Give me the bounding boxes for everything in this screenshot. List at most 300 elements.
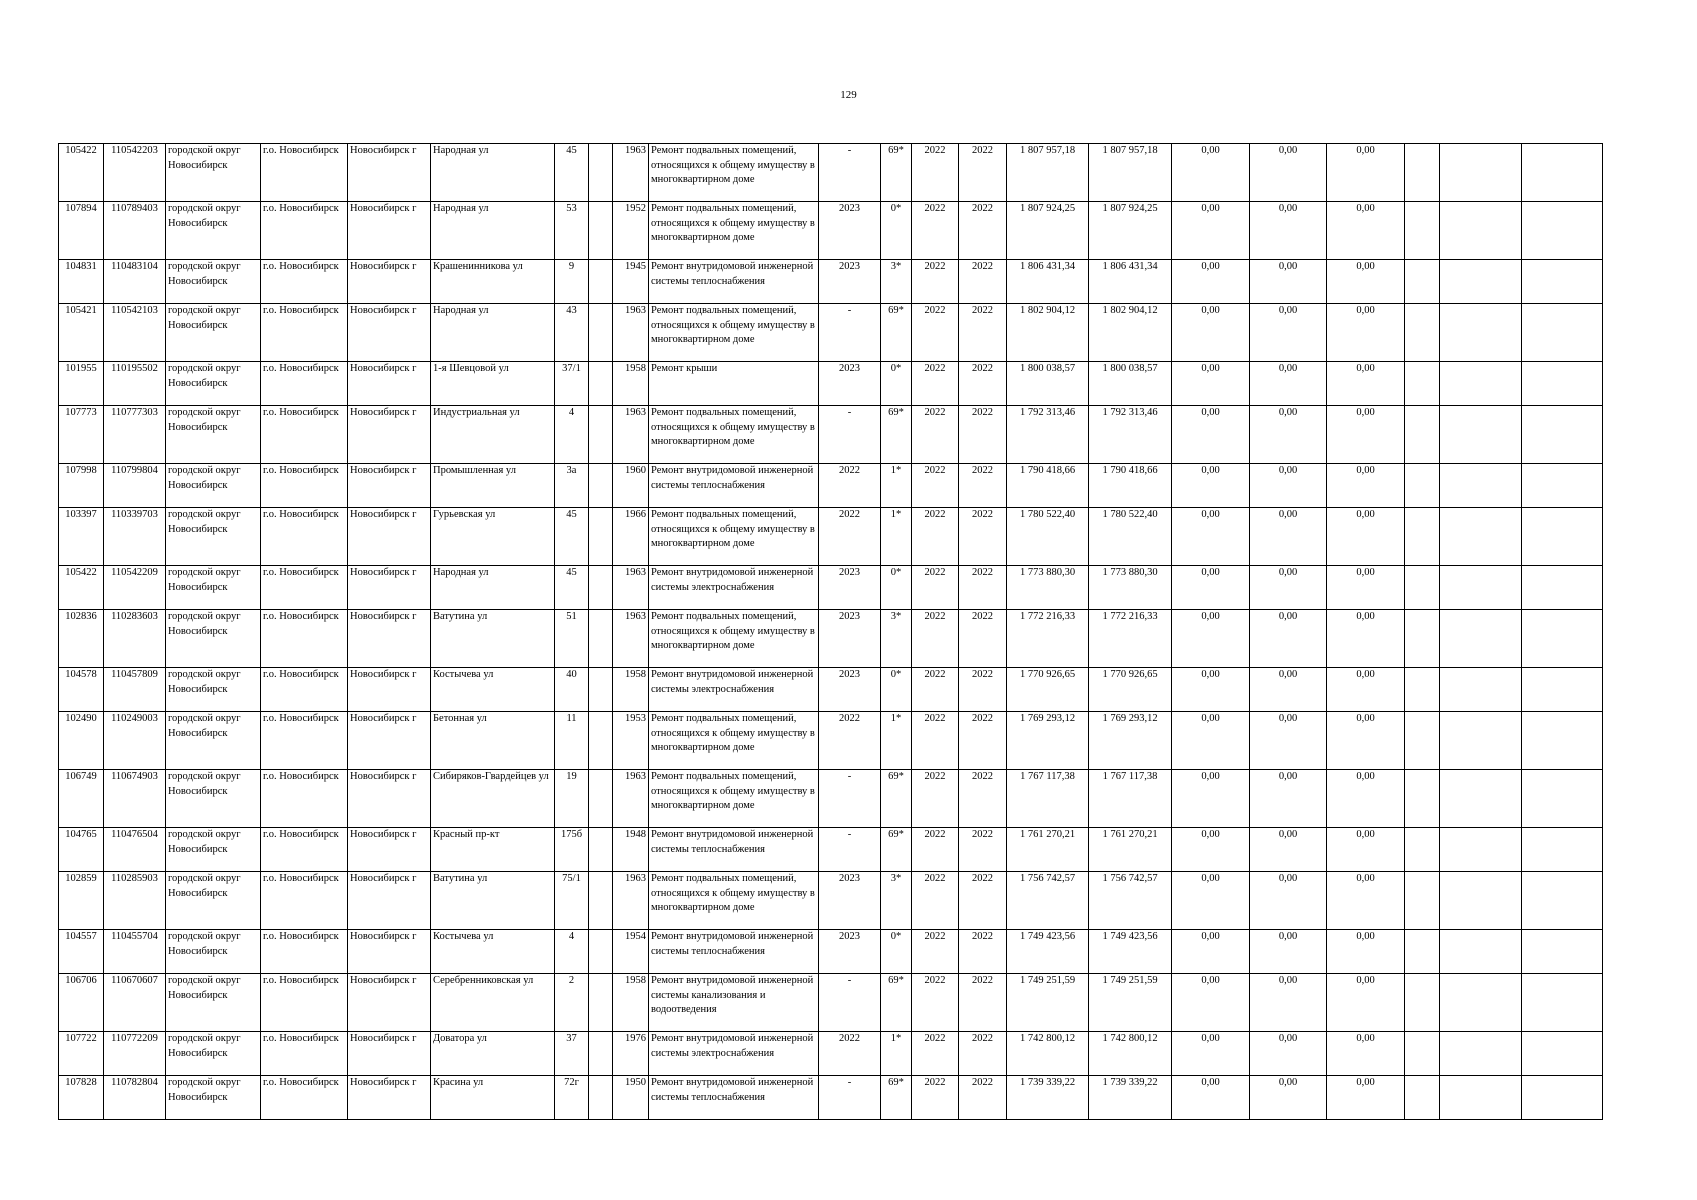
work-type-cell: Ремонт подвальных помещений, относящихся к общему имуществу в многоквартирном доме [649, 202, 819, 260]
fund-cost-cell: 1 802 904,12 [1089, 304, 1172, 362]
program-code-cell: 110339703 [104, 508, 166, 566]
program-code-cell: 110457809 [104, 668, 166, 712]
municipality-cell: городской округ Новосибирск [166, 464, 261, 508]
year-built-cell: 1963 [613, 144, 649, 202]
city-cell: Новосибирск г [348, 260, 431, 304]
extra-2-cell [1440, 1076, 1522, 1120]
extra-2-cell [1440, 610, 1522, 668]
street-cell: Костычева ул [431, 930, 555, 974]
extra-2-cell [1440, 260, 1522, 304]
street-cell: Народная ул [431, 566, 555, 610]
street-cell: Ватутина ул [431, 872, 555, 930]
extra-3-cell [1522, 362, 1603, 406]
program-code-cell: 110249003 [104, 712, 166, 770]
street-cell: Индустриальная ул [431, 406, 555, 464]
fund-cost-cell: 1 739 339,22 [1089, 1076, 1172, 1120]
extra-3-cell [1522, 566, 1603, 610]
city-cell: Новосибирск г [348, 974, 431, 1032]
fund-cost-cell: 1 756 742,57 [1089, 872, 1172, 930]
fund-cost-cell: 1 773 880,30 [1089, 566, 1172, 610]
cost-c-cell: 0,00 [1327, 362, 1405, 406]
cost-c-cell: 0,00 [1327, 1076, 1405, 1120]
table-row [59, 566, 1603, 610]
city-cell: Новосибирск г [348, 144, 431, 202]
extra-2-cell [1440, 144, 1522, 202]
plan-end-year-cell: 2022 [959, 406, 1007, 464]
fund-cost-cell: 1 749 423,56 [1089, 930, 1172, 974]
year-built-cell: 1963 [613, 304, 649, 362]
year-built-cell: 1960 [613, 464, 649, 508]
municipality-cell: городской округ Новосибирск [166, 1076, 261, 1120]
block-cell [589, 1032, 613, 1076]
extra-3-cell [1522, 144, 1603, 202]
plan-start-year-cell: 2022 [912, 974, 959, 1032]
fund-cost-cell: 1 800 038,57 [1089, 362, 1172, 406]
extra-2-cell [1440, 566, 1522, 610]
settlement-cell: г.о. Новосибирск [261, 304, 348, 362]
plan-end-year-cell: 2022 [959, 304, 1007, 362]
municipality-cell: городской округ Новосибирск [166, 974, 261, 1032]
plan-end-year-cell: 2022 [959, 260, 1007, 304]
last-repair-year-cell: 2023 [819, 260, 881, 304]
house-number-cell: 45 [555, 508, 589, 566]
year-built-cell: 1953 [613, 712, 649, 770]
municipality-cell: городской округ Новосибирск [166, 712, 261, 770]
year-built-cell: 1945 [613, 260, 649, 304]
extra-3-cell [1522, 872, 1603, 930]
year-built-cell: 1963 [613, 566, 649, 610]
block-cell [589, 508, 613, 566]
plan-end-year-cell: 2022 [959, 930, 1007, 974]
city-cell: Новосибирск г [348, 872, 431, 930]
block-cell [589, 872, 613, 930]
house-number-cell: 19 [555, 770, 589, 828]
plan-start-year-cell: 2022 [912, 712, 959, 770]
wear-cell: 69* [881, 1076, 912, 1120]
last-repair-year-cell: 2022 [819, 508, 881, 566]
cost-b-cell: 0,00 [1250, 712, 1327, 770]
total-cost-cell: 1 773 880,30 [1007, 566, 1089, 610]
wear-cell: 69* [881, 144, 912, 202]
work-type-cell: Ремонт внутридомовой инженерной системы теплоснабжения [649, 464, 819, 508]
total-cost-cell: 1 742 800,12 [1007, 1032, 1089, 1076]
wear-cell: 3* [881, 260, 912, 304]
cost-a-cell: 0,00 [1172, 566, 1250, 610]
table-row [59, 406, 1603, 464]
work-type-cell: Ремонт подвальных помещений, относящихся к общему имуществу в многоквартирном доме [649, 304, 819, 362]
last-repair-year-cell: - [819, 974, 881, 1032]
street-cell: Народная ул [431, 144, 555, 202]
cost-c-cell: 0,00 [1327, 464, 1405, 508]
cost-a-cell: 0,00 [1172, 508, 1250, 566]
settlement-cell: г.о. Новосибирск [261, 566, 348, 610]
object-id-cell: 101955 [59, 362, 104, 406]
wear-cell: 1* [881, 464, 912, 508]
work-type-cell: Ремонт подвальных помещений, относящихся к общему имуществу в многоквартирном доме [649, 610, 819, 668]
settlement-cell: г.о. Новосибирск [261, 1032, 348, 1076]
extra-2-cell [1440, 508, 1522, 566]
table-row [59, 202, 1603, 260]
plan-end-year-cell: 2022 [959, 202, 1007, 260]
city-cell: Новосибирск г [348, 712, 431, 770]
plan-end-year-cell: 2022 [959, 1076, 1007, 1120]
last-repair-year-cell: 2023 [819, 362, 881, 406]
house-number-cell: 37/1 [555, 362, 589, 406]
cost-c-cell: 0,00 [1327, 202, 1405, 260]
plan-start-year-cell: 2022 [912, 508, 959, 566]
plan-start-year-cell: 2022 [912, 202, 959, 260]
extra-1-cell [1405, 1032, 1440, 1076]
table-row [59, 1032, 1603, 1076]
year-built-cell: 1950 [613, 1076, 649, 1120]
extra-2-cell [1440, 712, 1522, 770]
cost-c-cell: 0,00 [1327, 872, 1405, 930]
last-repair-year-cell: 2023 [819, 202, 881, 260]
fund-cost-cell: 1 790 418,66 [1089, 464, 1172, 508]
city-cell: Новосибирск г [348, 1032, 431, 1076]
year-built-cell: 1958 [613, 974, 649, 1032]
city-cell: Новосибирск г [348, 930, 431, 974]
cost-a-cell: 0,00 [1172, 362, 1250, 406]
work-type-cell: Ремонт внутридомовой инженерной системы теплоснабжения [649, 930, 819, 974]
wear-cell: 0* [881, 202, 912, 260]
year-built-cell: 1976 [613, 1032, 649, 1076]
last-repair-year-cell: - [819, 1076, 881, 1120]
cost-b-cell: 0,00 [1250, 202, 1327, 260]
cost-b-cell: 0,00 [1250, 260, 1327, 304]
fund-cost-cell: 1 792 313,46 [1089, 406, 1172, 464]
extra-2-cell [1440, 974, 1522, 1032]
plan-end-year-cell: 2022 [959, 566, 1007, 610]
last-repair-year-cell: 2023 [819, 930, 881, 974]
table-row [59, 304, 1603, 362]
street-cell: Красный пр-кт [431, 828, 555, 872]
program-code-cell: 110670607 [104, 974, 166, 1032]
house-number-cell: 9 [555, 260, 589, 304]
work-type-cell: Ремонт внутридомовой инженерной системы электроснабжения [649, 1032, 819, 1076]
cost-c-cell: 0,00 [1327, 144, 1405, 202]
municipality-cell: городской округ Новосибирск [166, 362, 261, 406]
settlement-cell: г.о. Новосибирск [261, 610, 348, 668]
fund-cost-cell: 1 742 800,12 [1089, 1032, 1172, 1076]
block-cell [589, 464, 613, 508]
fund-cost-cell: 1 767 117,38 [1089, 770, 1172, 828]
block-cell [589, 610, 613, 668]
plan-start-year-cell: 2022 [912, 872, 959, 930]
settlement-cell: г.о. Новосибирск [261, 974, 348, 1032]
program-code-cell: 110542203 [104, 144, 166, 202]
plan-end-year-cell: 2022 [959, 1032, 1007, 1076]
cost-b-cell: 0,00 [1250, 668, 1327, 712]
extra-2-cell [1440, 362, 1522, 406]
plan-start-year-cell: 2022 [912, 828, 959, 872]
last-repair-year-cell: 2023 [819, 610, 881, 668]
plan-start-year-cell: 2022 [912, 304, 959, 362]
last-repair-year-cell: - [819, 770, 881, 828]
house-number-cell: 37 [555, 1032, 589, 1076]
city-cell: Новосибирск г [348, 464, 431, 508]
wear-cell: 69* [881, 828, 912, 872]
cost-c-cell: 0,00 [1327, 566, 1405, 610]
fund-cost-cell: 1 807 957,18 [1089, 144, 1172, 202]
extra-1-cell [1405, 144, 1440, 202]
total-cost-cell: 1 802 904,12 [1007, 304, 1089, 362]
object-id-cell: 105421 [59, 304, 104, 362]
repair-registry-table [58, 143, 1603, 1120]
extra-1-cell [1405, 828, 1440, 872]
extra-2-cell [1440, 406, 1522, 464]
cost-b-cell: 0,00 [1250, 974, 1327, 1032]
last-repair-year-cell: - [819, 828, 881, 872]
cost-c-cell: 0,00 [1327, 974, 1405, 1032]
house-number-cell: 75/1 [555, 872, 589, 930]
cost-c-cell: 0,00 [1327, 712, 1405, 770]
wear-cell: 0* [881, 362, 912, 406]
extra-3-cell [1522, 464, 1603, 508]
fund-cost-cell: 1 780 522,40 [1089, 508, 1172, 566]
cost-c-cell: 0,00 [1327, 828, 1405, 872]
plan-end-year-cell: 2022 [959, 610, 1007, 668]
total-cost-cell: 1 806 431,34 [1007, 260, 1089, 304]
house-number-cell: 53 [555, 202, 589, 260]
municipality-cell: городской округ Новосибирск [166, 304, 261, 362]
plan-start-year-cell: 2022 [912, 464, 959, 508]
block-cell [589, 304, 613, 362]
street-cell: Ватутина ул [431, 610, 555, 668]
object-id-cell: 107894 [59, 202, 104, 260]
extra-1-cell [1405, 464, 1440, 508]
object-id-cell: 105422 [59, 144, 104, 202]
block-cell [589, 1076, 613, 1120]
street-cell: Костычева ул [431, 668, 555, 712]
cost-a-cell: 0,00 [1172, 260, 1250, 304]
table-row [59, 668, 1603, 712]
extra-1-cell [1405, 406, 1440, 464]
registry-body [59, 144, 1603, 1120]
settlement-cell: г.о. Новосибирск [261, 464, 348, 508]
extra-1-cell [1405, 974, 1440, 1032]
extra-2-cell [1440, 464, 1522, 508]
extra-1-cell [1405, 260, 1440, 304]
work-type-cell: Ремонт крыши [649, 362, 819, 406]
extra-3-cell [1522, 508, 1603, 566]
last-repair-year-cell: - [819, 304, 881, 362]
year-built-cell: 1963 [613, 770, 649, 828]
work-type-cell: Ремонт внутридомовой инженерной системы электроснабжения [649, 566, 819, 610]
object-id-cell: 107773 [59, 406, 104, 464]
extra-3-cell [1522, 828, 1603, 872]
plan-start-year-cell: 2022 [912, 930, 959, 974]
wear-cell: 69* [881, 406, 912, 464]
year-built-cell: 1958 [613, 362, 649, 406]
program-code-cell: 110799804 [104, 464, 166, 508]
extra-1-cell [1405, 566, 1440, 610]
cost-b-cell: 0,00 [1250, 828, 1327, 872]
object-id-cell: 102859 [59, 872, 104, 930]
cost-b-cell: 0,00 [1250, 1076, 1327, 1120]
city-cell: Новосибирск г [348, 362, 431, 406]
cost-b-cell: 0,00 [1250, 770, 1327, 828]
plan-start-year-cell: 2022 [912, 1032, 959, 1076]
table-row [59, 828, 1603, 872]
total-cost-cell: 1 800 038,57 [1007, 362, 1089, 406]
wear-cell: 1* [881, 712, 912, 770]
last-repair-year-cell: - [819, 144, 881, 202]
house-number-cell: 4 [555, 406, 589, 464]
extra-1-cell [1405, 1076, 1440, 1120]
extra-2-cell [1440, 872, 1522, 930]
city-cell: Новосибирск г [348, 828, 431, 872]
settlement-cell: г.о. Новосибирск [261, 712, 348, 770]
settlement-cell: г.о. Новосибирск [261, 930, 348, 974]
program-code-cell: 110789403 [104, 202, 166, 260]
house-number-cell: 51 [555, 610, 589, 668]
municipality-cell: городской округ Новосибирск [166, 508, 261, 566]
municipality-cell: городской округ Новосибирск [166, 930, 261, 974]
city-cell: Новосибирск г [348, 668, 431, 712]
plan-end-year-cell: 2022 [959, 974, 1007, 1032]
cost-a-cell: 0,00 [1172, 668, 1250, 712]
plan-end-year-cell: 2022 [959, 770, 1007, 828]
wear-cell: 69* [881, 974, 912, 1032]
cost-b-cell: 0,00 [1250, 610, 1327, 668]
work-type-cell: Ремонт внутридомовой инженерной системы электроснабжения [649, 668, 819, 712]
work-type-cell: Ремонт подвальных помещений, относящихся к общему имуществу в многоквартирном доме [649, 406, 819, 464]
extra-2-cell [1440, 304, 1522, 362]
plan-start-year-cell: 2022 [912, 610, 959, 668]
object-id-cell: 107998 [59, 464, 104, 508]
extra-3-cell [1522, 1076, 1603, 1120]
program-code-cell: 110455704 [104, 930, 166, 974]
plan-start-year-cell: 2022 [912, 770, 959, 828]
cost-c-cell: 0,00 [1327, 304, 1405, 362]
total-cost-cell: 1 767 117,38 [1007, 770, 1089, 828]
cost-a-cell: 0,00 [1172, 406, 1250, 464]
municipality-cell: городской округ Новосибирск [166, 668, 261, 712]
city-cell: Новосибирск г [348, 304, 431, 362]
block-cell [589, 260, 613, 304]
cost-b-cell: 0,00 [1250, 872, 1327, 930]
settlement-cell: г.о. Новосибирск [261, 770, 348, 828]
settlement-cell: г.о. Новосибирск [261, 260, 348, 304]
street-cell: Серебренниковская ул [431, 974, 555, 1032]
last-repair-year-cell: 2022 [819, 1032, 881, 1076]
plan-end-year-cell: 2022 [959, 668, 1007, 712]
object-id-cell: 104557 [59, 930, 104, 974]
extra-2-cell [1440, 828, 1522, 872]
municipality-cell: городской округ Новосибирск [166, 1032, 261, 1076]
cost-a-cell: 0,00 [1172, 1032, 1250, 1076]
block-cell [589, 930, 613, 974]
city-cell: Новосибирск г [348, 610, 431, 668]
wear-cell: 1* [881, 508, 912, 566]
total-cost-cell: 1 756 742,57 [1007, 872, 1089, 930]
fund-cost-cell: 1 807 924,25 [1089, 202, 1172, 260]
cost-a-cell: 0,00 [1172, 974, 1250, 1032]
wear-cell: 3* [881, 872, 912, 930]
program-code-cell: 110195502 [104, 362, 166, 406]
object-id-cell: 102836 [59, 610, 104, 668]
extra-1-cell [1405, 770, 1440, 828]
object-id-cell: 106706 [59, 974, 104, 1032]
object-id-cell: 103397 [59, 508, 104, 566]
object-id-cell: 104765 [59, 828, 104, 872]
table-row [59, 770, 1603, 828]
year-built-cell: 1952 [613, 202, 649, 260]
fund-cost-cell: 1 806 431,34 [1089, 260, 1172, 304]
plan-end-year-cell: 2022 [959, 712, 1007, 770]
table-row [59, 260, 1603, 304]
extra-1-cell [1405, 610, 1440, 668]
plan-start-year-cell: 2022 [912, 144, 959, 202]
table-row [59, 974, 1603, 1032]
extra-2-cell [1440, 930, 1522, 974]
object-id-cell: 104578 [59, 668, 104, 712]
plan-start-year-cell: 2022 [912, 1076, 959, 1120]
cost-b-cell: 0,00 [1250, 304, 1327, 362]
house-number-cell: 72г [555, 1076, 589, 1120]
block-cell [589, 974, 613, 1032]
cost-b-cell: 0,00 [1250, 508, 1327, 566]
program-code-cell: 110542209 [104, 566, 166, 610]
wear-cell: 1* [881, 1032, 912, 1076]
street-cell: Бетонная ул [431, 712, 555, 770]
cost-c-cell: 0,00 [1327, 610, 1405, 668]
table-row [59, 930, 1603, 974]
total-cost-cell: 1 749 423,56 [1007, 930, 1089, 974]
house-number-cell: 11 [555, 712, 589, 770]
object-id-cell: 106749 [59, 770, 104, 828]
cost-b-cell: 0,00 [1250, 406, 1327, 464]
extra-3-cell [1522, 668, 1603, 712]
house-number-cell: 45 [555, 144, 589, 202]
total-cost-cell: 1 792 313,46 [1007, 406, 1089, 464]
work-type-cell: Ремонт подвальных помещений, относящихся к общему имуществу в многоквартирном доме [649, 872, 819, 930]
extra-1-cell [1405, 668, 1440, 712]
city-cell: Новосибирск г [348, 202, 431, 260]
settlement-cell: г.о. Новосибирск [261, 508, 348, 566]
block-cell [589, 712, 613, 770]
program-code-cell: 110476504 [104, 828, 166, 872]
cost-a-cell: 0,00 [1172, 770, 1250, 828]
program-code-cell: 110772209 [104, 1032, 166, 1076]
work-type-cell: Ремонт подвальных помещений, относящихся к общему имуществу в многоквартирном доме [649, 508, 819, 566]
cost-b-cell: 0,00 [1250, 1032, 1327, 1076]
extra-1-cell [1405, 872, 1440, 930]
house-number-cell: 2 [555, 974, 589, 1032]
city-cell: Новосибирск г [348, 1076, 431, 1120]
block-cell [589, 406, 613, 464]
cost-a-cell: 0,00 [1172, 712, 1250, 770]
work-type-cell: Ремонт внутридомовой инженерной системы теплоснабжения [649, 1076, 819, 1120]
extra-1-cell [1405, 202, 1440, 260]
plan-end-year-cell: 2022 [959, 362, 1007, 406]
settlement-cell: г.о. Новосибирск [261, 362, 348, 406]
plan-end-year-cell: 2022 [959, 872, 1007, 930]
cost-b-cell: 0,00 [1250, 464, 1327, 508]
extra-1-cell [1405, 930, 1440, 974]
house-number-cell: 40 [555, 668, 589, 712]
cost-a-cell: 0,00 [1172, 828, 1250, 872]
extra-3-cell [1522, 260, 1603, 304]
street-cell: Доватора ул [431, 1032, 555, 1076]
total-cost-cell: 1 761 270,21 [1007, 828, 1089, 872]
work-type-cell: Ремонт подвальных помещений, относящихся к общему имуществу в многоквартирном доме [649, 712, 819, 770]
year-built-cell: 1966 [613, 508, 649, 566]
object-id-cell: 107828 [59, 1076, 104, 1120]
settlement-cell: г.о. Новосибирск [261, 1076, 348, 1120]
street-cell: Промышленная ул [431, 464, 555, 508]
